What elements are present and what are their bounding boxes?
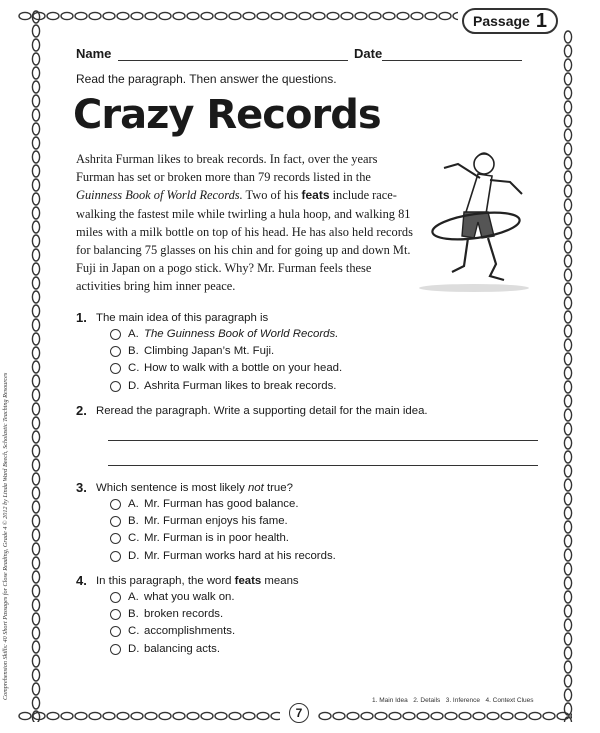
radio-circle-icon[interactable] xyxy=(110,516,121,527)
option-letter: C. xyxy=(128,362,140,375)
option-letter: B. xyxy=(128,608,139,621)
question-vocab-word: feats xyxy=(234,575,262,587)
question-3 xyxy=(76,480,336,565)
answer-option[interactable] xyxy=(76,360,343,377)
date-field[interactable] xyxy=(382,60,522,61)
chain-border-top xyxy=(18,10,458,22)
option-letter: C. xyxy=(128,532,140,545)
date-label: Date xyxy=(354,46,383,61)
radio-circle-icon[interactable] xyxy=(110,499,121,510)
option-letter: C. xyxy=(128,625,140,638)
chain-border-left xyxy=(30,10,42,722)
copyright-credit: Comprehension Skills: 40 Short Passages for Close Reading, Grade 4 © 2012 by Linda Ward Beech, Scholastic Teaching Resources xyxy=(2,372,9,700)
answer-line[interactable] xyxy=(108,465,538,466)
chain-border-right xyxy=(562,30,574,722)
option-text: Climbing Japan’s Mt. Fuji. xyxy=(144,345,275,358)
option-text: accomplishments. xyxy=(144,625,236,638)
answer-option[interactable] xyxy=(76,606,299,623)
chain-border-bottom-left xyxy=(18,710,280,722)
question-number: 2. xyxy=(76,403,87,418)
option-text: Mr. Furman has good balance. xyxy=(144,498,299,510)
page-number: 7 xyxy=(289,703,309,723)
option-letter: D. xyxy=(128,642,140,655)
option-letter: D. xyxy=(128,549,140,562)
option-letter: B. xyxy=(128,515,139,528)
answer-option[interactable] xyxy=(76,496,299,513)
question-2 xyxy=(76,403,428,419)
hula-hoop-man-illustration xyxy=(414,142,538,292)
question-text-part: means xyxy=(261,575,299,587)
paragraph-part: include race-walking the fastest mile while twirling a hula hoop, and walking 81 miles with a milk bottle on top of his head. He has also held records for balancing 75 glasses on his chin and for going up and down Mt. Fuji in Japan on a pogo stick. Why? Mr. Furman feels these activities bring him inner peace. xyxy=(76,188,413,294)
radio-circle-icon[interactable] xyxy=(110,609,121,620)
answer-option[interactable] xyxy=(76,589,299,606)
skills-footer: 1. Main Idea 2. Details 3. Inference 4. Context Clues xyxy=(372,697,534,704)
option-text: Ashrita Furman likes to break records. xyxy=(144,379,337,392)
paragraph-vocab-word: feats xyxy=(301,188,330,203)
answer-option[interactable] xyxy=(76,530,293,547)
question-text-part: true? xyxy=(263,482,293,494)
answer-option[interactable] xyxy=(76,378,337,395)
answer-option[interactable] xyxy=(76,548,336,565)
question-number: 3. xyxy=(76,480,87,495)
question-text: Reread the paragraph. Write a supporting detail for the main idea. xyxy=(96,405,428,417)
radio-circle-icon[interactable] xyxy=(110,533,121,544)
question-text-emphasis: not xyxy=(247,482,264,494)
radio-circle-icon[interactable] xyxy=(110,626,121,637)
paragraph-part: Ashrita Furman likes to break records. In fact, over the years Furman has set or broken more than 79 records listed in the xyxy=(76,152,378,185)
answer-option[interactable] xyxy=(76,343,275,360)
answer-option[interactable] xyxy=(76,641,299,658)
answer-option[interactable] xyxy=(76,513,293,530)
option-text: what you walk on. xyxy=(144,591,235,603)
answer-option[interactable] xyxy=(76,326,339,343)
question-number: 1. xyxy=(76,310,87,325)
question-number: 4. xyxy=(76,573,87,588)
radio-circle-icon[interactable] xyxy=(110,644,121,655)
option-letter: B. xyxy=(128,345,139,358)
passage-number: 1 xyxy=(535,10,547,32)
question-4 xyxy=(76,573,299,658)
page-title: Crazy Records xyxy=(73,92,381,138)
name-field[interactable] xyxy=(118,60,348,61)
name-label: Name xyxy=(76,46,112,61)
question-text xyxy=(92,575,299,587)
instructions: Read the paragraph. Then answer the questions. xyxy=(76,72,337,86)
answer-option[interactable] xyxy=(76,623,299,640)
option-text: Mr. Furman is in poor health. xyxy=(144,532,289,545)
question-1 xyxy=(76,310,343,395)
question-text: The main idea of this paragraph is xyxy=(96,312,269,324)
answer-line[interactable] xyxy=(108,440,538,441)
question-text-part: Which sentence is most likely xyxy=(96,482,248,494)
paragraph-book-title: Guinness Book of World Records. xyxy=(76,188,243,203)
option-text: Mr. Furman enjoys his fame. xyxy=(144,515,288,528)
option-letter: A. xyxy=(128,498,139,510)
option-text: How to walk with a bottle on your head. xyxy=(144,362,343,375)
name-date-row xyxy=(76,46,546,66)
option-text: balancing acts. xyxy=(144,642,220,655)
radio-circle-icon[interactable] xyxy=(110,329,121,340)
option-letter: A. xyxy=(128,591,139,603)
option-letter: D. xyxy=(128,379,140,392)
radio-circle-icon[interactable] xyxy=(110,381,121,392)
radio-circle-icon[interactable] xyxy=(110,363,121,374)
question-text xyxy=(92,482,293,494)
paragraph-part: Two of his xyxy=(242,188,302,203)
radio-circle-icon[interactable] xyxy=(110,551,121,562)
option-letter: A. xyxy=(128,328,139,340)
option-text: broken records. xyxy=(144,608,224,621)
radio-circle-icon[interactable] xyxy=(110,592,121,603)
radio-circle-icon[interactable] xyxy=(110,346,121,357)
option-text: The Guinness Book of World Records. xyxy=(144,328,339,340)
option-text: Mr. Furman works hard at his records. xyxy=(144,549,336,562)
passage-label: Passage xyxy=(473,13,530,29)
chain-border-bottom-right xyxy=(318,710,572,722)
passage-tab xyxy=(462,8,558,34)
reading-paragraph xyxy=(76,150,414,296)
question-text-part: In this paragraph, the word xyxy=(96,575,235,587)
